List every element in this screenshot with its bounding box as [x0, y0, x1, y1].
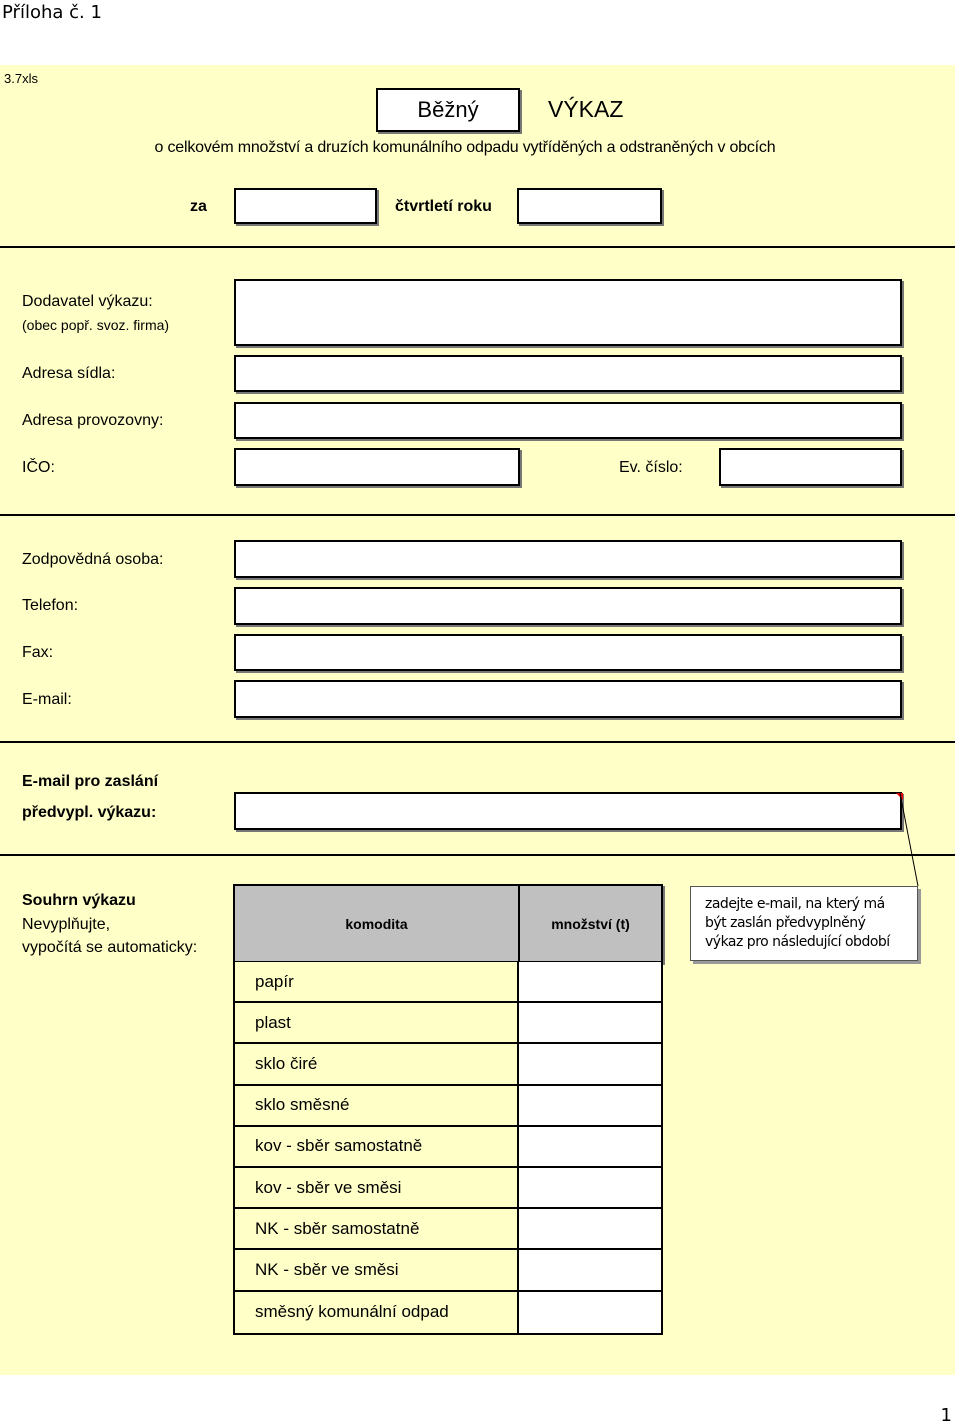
- ico-input[interactable]: [236, 450, 518, 484]
- person-input[interactable]: [236, 542, 900, 576]
- fax-label: Fax:: [22, 644, 54, 661]
- ev-label: Ev. číslo:: [619, 459, 683, 476]
- file-name: 3.7xls: [4, 71, 38, 86]
- email-label: E-mail:: [22, 691, 72, 708]
- premises-field[interactable]: [234, 402, 902, 439]
- ev-field[interactable]: [719, 448, 902, 486]
- quarter-label: čtvrtletí roku: [395, 198, 492, 215]
- year-input[interactable]: [519, 190, 660, 222]
- commodity-cell: sklo směsné: [235, 1086, 519, 1125]
- supplier-note: (obec popř. svoz. firma): [22, 317, 170, 333]
- commodity-cell: plast: [235, 1003, 519, 1042]
- fax-input[interactable]: [236, 636, 900, 669]
- summary-table-frame: [233, 962, 663, 1335]
- title-box: [376, 88, 520, 132]
- phone-field[interactable]: [234, 587, 902, 625]
- seat-field[interactable]: [234, 355, 902, 392]
- za-label: za: [190, 198, 207, 215]
- seat-label: Adresa sídla:: [22, 365, 116, 382]
- column-header-commodity: [233, 884, 520, 963]
- prefill-label-line2: předvypl. výkazu:: [22, 804, 157, 821]
- supplier-input[interactable]: [236, 281, 900, 344]
- premises-label: Adresa provozovny:: [22, 412, 164, 429]
- separator: [0, 246, 955, 248]
- separator: [0, 854, 955, 856]
- separator: [0, 514, 955, 516]
- column-header-amount: [518, 884, 663, 963]
- subtitle: o celkovém množství a druzích komunálního odpadu vytříděných a odstraněných v obcích: [154, 139, 776, 156]
- ico-field[interactable]: [234, 448, 520, 486]
- comment-line3: výkaz pro následující období: [705, 934, 890, 950]
- commodity-cell: NK - sběr samostatně: [235, 1209, 519, 1248]
- phone-input[interactable]: [236, 589, 900, 623]
- prefill-email-field[interactable]: [234, 792, 902, 830]
- person-field[interactable]: [234, 540, 902, 578]
- comment-line2: být zaslán předvyplněný: [705, 915, 866, 931]
- commodity-cell: směsný komunální odpad: [235, 1292, 519, 1333]
- page-label: Příloha č. 1: [2, 2, 102, 23]
- page-number: 1: [940, 1405, 952, 1426]
- title-box-text: Běžný: [417, 97, 479, 122]
- title-word: VÝKAZ: [548, 96, 624, 122]
- commodity-cell: NK - sběr ve směsi: [235, 1250, 519, 1289]
- commodity-cell: kov - sběr ve směsi: [235, 1168, 519, 1207]
- commodity-cell: kov - sběr samostatně: [235, 1127, 519, 1166]
- column-header-commodity-label: komodita: [345, 915, 408, 932]
- commodity-cell: papír: [235, 962, 519, 1001]
- comment-note: [690, 886, 918, 961]
- ev-input[interactable]: [721, 450, 900, 484]
- fax-field[interactable]: [234, 634, 902, 671]
- comment-connector: [896, 790, 926, 890]
- separator: [0, 741, 955, 743]
- summary-line2: vypočítá se automaticky:: [22, 939, 198, 956]
- quarter-field[interactable]: [234, 188, 377, 224]
- commodity-cell: sklo čiré: [235, 1044, 519, 1083]
- prefill-label-line1: E-mail pro zaslání: [22, 773, 159, 790]
- prefill-email-input[interactable]: [236, 794, 900, 828]
- column-header-amount-label: množství (t): [551, 915, 630, 932]
- premises-input[interactable]: [236, 404, 900, 437]
- supplier-field[interactable]: [234, 279, 902, 346]
- seat-input[interactable]: [236, 357, 900, 390]
- person-label: Zodpovědná osoba:: [22, 551, 164, 568]
- supplier-label: Dodavatel výkazu:: [22, 293, 153, 310]
- summary-title: Souhrn výkazu: [22, 892, 136, 909]
- ico-label: IČO:: [22, 459, 55, 476]
- phone-label: Telefon:: [22, 597, 79, 614]
- email-input[interactable]: [236, 682, 900, 716]
- email-field[interactable]: [234, 680, 902, 718]
- quarter-input[interactable]: [236, 190, 375, 222]
- summary-line1: Nevyplňujte,: [22, 916, 111, 933]
- comment-line1: zadejte e-mail, na který má: [705, 896, 885, 912]
- year-field[interactable]: [517, 188, 662, 224]
